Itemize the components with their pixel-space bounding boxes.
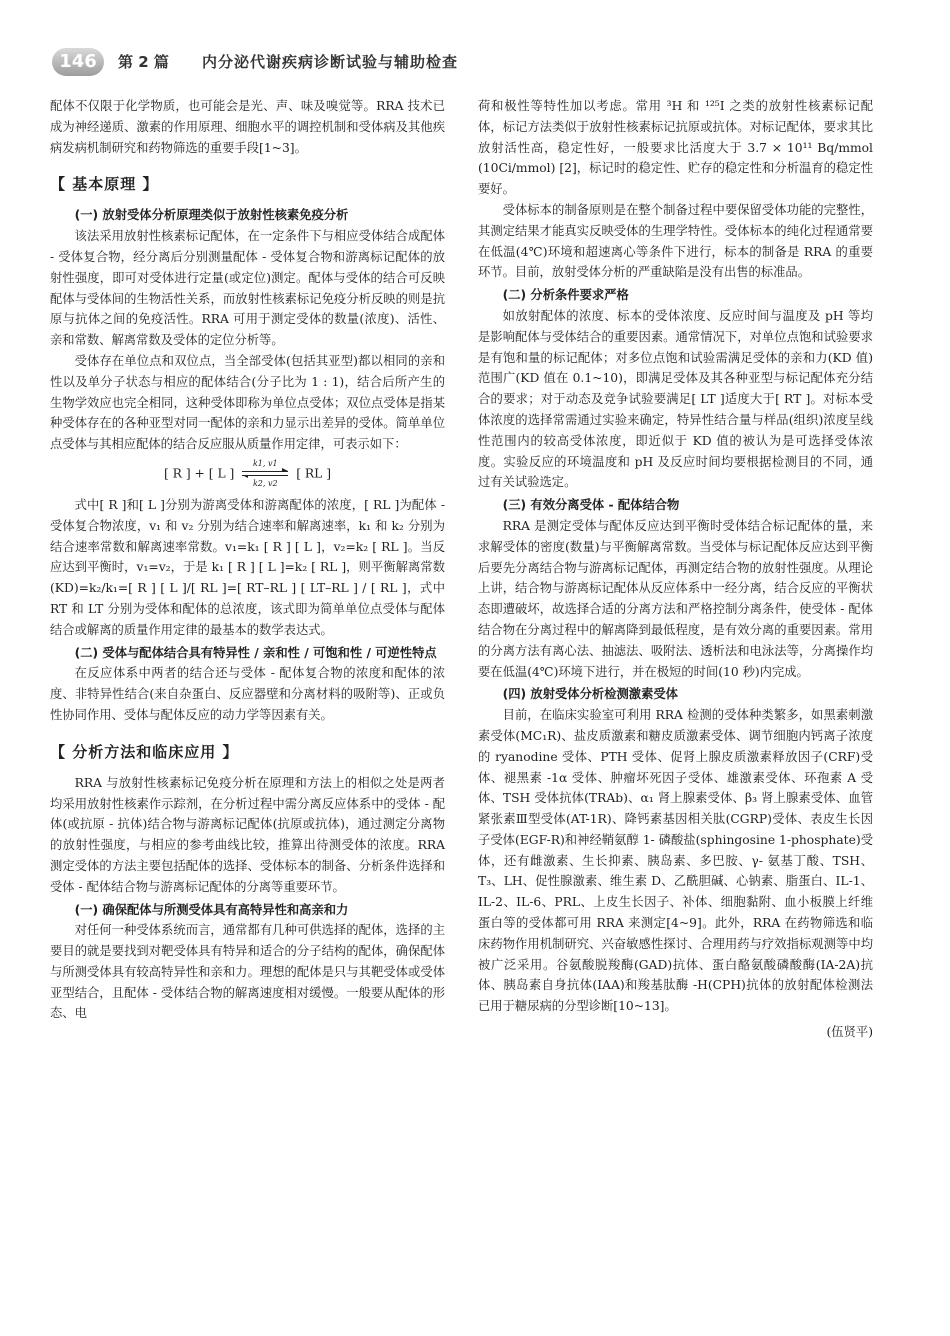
paragraph: 受体标本的制备原则是在整个制备过程中要保留受体功能的完整性，其测定结果才能真实反映受体的生理学特性。受体标本的纯化过程通常要在低温(4℃)环境和超速离心等条件下进行，标本的制备是 RRA 的重要环节。目前，放射受体分析的严重缺陷是没有出售的标准品。 (478, 202, 873, 280)
right-column (478, 96, 873, 1043)
page-header (52, 48, 898, 78)
section-heading-methods: 【 分析方法和临床应用 】 (50, 742, 239, 761)
left-column (50, 96, 445, 1024)
formula-reactants: [ R ] + [ L ] (163, 466, 235, 481)
paragraph: RRA 是测定受体与配体反应达到平衡时受体结合标记配体的量，来求解受体的密度(数量)与平衡解离常数。当受体与标记配体反应达到平衡后要先分离结合物与游离标记配体，再测定结合物的放射性强度。从理论上讲，结合物与游离标记配体从反应体系中一经分离，结合反应的平衡状态即遭破坏，故选择合适的分离方法和严格控制分离条件，使受体 - 配体结合物在分离过程中的解离降到最低程度，是有效分离的重要因素。常用的分离方法有离心法、抽滤法、吸附法、透析法和电泳法等，分离操作均要在低温(4℃)环境下进行，并在极短的时间(10 秒)内完成。 (478, 518, 873, 679)
paragraph: 受体存在单位点和双位点，当全部受体(包括其亚型)都以相同的亲和性以及单分子状态与相应的配体结合(分子比为 1 : 1)，结合后所产生的生物学效应也完全相同，这种受体即称为单位点受体；双位点受体是指某种受体存在的各种亚型对同一配体的亲和力显示出差异的受体。简单单位点受体与其相应配体的结合反应服从质量作用定律，可表示如下： (50, 353, 445, 452)
paragraph: 该法采用放射性核素标记配体，在一定条件下与相应受体结合成配体 - 受体复合物，经分离后分别测量配体 - 受体复合物和游离标记配体的放射性强度，即可对受体进行定量(或定位)测定。配体与受体的结合可反映配体与受体间的生物活性关系，而放射性核素标记免疫分析反映的则是抗原与抗体之间的免疫活性。RRA 可用于测定受体的数量(浓度)、活性、亲和常数、解离常数及受体的定位分析等。 (50, 229, 445, 348)
section-heading-principle: 【 基本原理 】 (50, 175, 159, 194)
paragraph: 式中[ R ]和[ L ]分别为游离受体和游离配体的浓度，[ RL ]为配体 - 受体复合物浓度，v₁ 和 v₂ 分别为结合速率和解离速率，k₁ 和 k₂ 分别为结合速率常数和解离速率常数。v₁=k₁ [ R ] [ L ]，v₂=k₂ [ RL ]。当反应达到平衡时，v₁=v₂，于是 k₁ [ R ] [ L ]=k₂ [ RL ]，则平衡解离常数(KD)=k₂/k₁=[ R ] [ L ]/[ RL ]=[ RT–RL ] [ LT–RL ] / [ RL ]，式中 RT 和 LT 分别为受体和配体的总浓度，该式即为简单单位点受体与配体结合或解离的质量作用定律的最基本的数学表达式。 (50, 497, 445, 637)
subheading-5: (三) 有效分离受体 - 配体结合物 (502, 498, 680, 513)
equilibrium-formula (50, 458, 445, 488)
intro-paragraph: 配体不仅限于化学物质，也可能会是光、声、味及嗅觉等。RRA 技术已成为神经递质、激素的作用原理、细胞水平的调控机制和受体病及其他疾病发病机制研究和药物筛选的重要手段[1~3]。 (50, 99, 445, 155)
formula-product: [ RL ] (296, 466, 332, 481)
paragraph: 对任何一种受体系统而言，通常都有几种可供选择的配体，选择的主要目的就是要找到对靶受体具有特异和适合的分子结构的配体，确保配体与所测受体具有较高特异性和亲和力。理想的配体是只与其靶受体或受体亚型结合，且配体 - 受体结合物的解离速度相对缓慢。一般要从配体的形态、电 (50, 923, 445, 1021)
equilibrium-arrow-icon (242, 458, 288, 488)
subheading-4: (二) 分析条件要求严格 (502, 288, 629, 303)
paragraph: 在反应体系中两者的结合还与受体 - 配体复合物的浓度和配体的浓度、非特异性结合(来自杂蛋白、反应器壁和分离材料的吸附等)、正或负性协同作用、受体与配体反应的动力学等因素有关。 (50, 666, 445, 722)
forward-rate-label: k1, v1 (252, 458, 278, 468)
paragraph: 如放射配体的浓度、标本的受体浓度、反应时间与温度及 pH 等均是影响配体与受体结合的重要因素。通常情况下，对单位点饱和试验要求是有饱和量的标记配体；对多位点饱和试验需满足受体的亲和力(KD 值)范围广(KD 值在 0.1~10)，即满足受体及其各种亚型与标记配体充分结合的要求；对于动态及竞争试验要满足[ LT ]适度大于[ RT ]。对标本受体浓度的选择常需通过实验来确定，特异性结合量与样品(组织)浓度呈线性范围内的较高受体浓度，即近似于 KD 值的被认为是可选择受体浓度。实验反应的环境温度和 pH 及反应时间均要根据检测目的不同，通过有关试验选定。 (478, 308, 873, 490)
author-signature: (伍贤平) (826, 1025, 873, 1040)
subheading-6: (四) 放射受体分析检测激素受体 (502, 687, 678, 702)
page-number: 146 (52, 48, 104, 76)
subheading-1: (一) 放射受体分析原理类似于放射性核素免疫分析 (74, 208, 349, 223)
book-title: 内分泌代谢疾病诊断试验与辅助检查 (202, 53, 459, 71)
part-label: 第 2 篇 (118, 53, 169, 71)
subheading-2: (二) 受体与配体结合具有特异性 / 亲和性 / 可饱和性 / 可逆性特点 (74, 645, 437, 660)
paragraph: 荷和极性等特性加以考虑。常用 ³H 和 ¹²⁵I 之类的放射性核素标记配体，标记方法类似于放射性核素标记抗原或抗体。对标记配体，要求其比放射活性高，稳定性好，一般要求比活度大于 3.7 × 10¹¹ Bq/mmol (10Ci/mmol) [2]，标记时的稳定性、贮存的稳定性和分析温育的稳定性要好。 (478, 99, 873, 197)
reverse-rate-label: k2, v2 (252, 478, 278, 488)
paragraph: 目前，在临床实验室可利用 RRA 检测的受体种类繁多，如黑素刺激素受体(MC₁R)、盐皮质激素和糖皮质激素受体、调节细胞内钙离子浓度的 ryanodine 受体、PTH 受体、促肾上腺皮质激素释放因子(CRF)受体、褪黑素 -1α 受体、肿瘤坏死因子受体、雄激素受体、环孢素 A 受体、TSH 受体抗体(TRAb)、α₁ 肾上腺素受体、β₃ 肾上腺素受体、血管紧张素Ⅲ型受体(AT-1R)、降钙素基因相关肽(CGRP)受体、表皮生长因子受体(EGF-R)和神经鞘氨醇 1- 磷酸盐(sphingosine 1-phosphate)受体，还有雌激素、生长抑素、胰岛素、多巴胺、γ- 氨基丁酸、TSH、T₃、LH、促性腺激素、维生素 D、乙酰胆碱、心钠素、脂蛋白、IL-1、IL-2、IL-6、PRL、上皮生长因子、补体、细胞黏附、血小板膜上纤维蛋白等的受体都可用 RRA 来测定[4~9]。此外，RRA 在药物筛选和临床药物作用机制研究、兴奋敏感性探讨、合理用药与疗效指标观测等中均被广泛采用。谷氨酸脱羧酶(GAD)抗体、蛋白酪氨酸磷酸酶(IA-2A)抗体、胰岛素自身抗体(IAA)和羧基肽酶 -H(CPH)抗体的放射配体检测法已用于糖尿病的分型诊断[10~13]。 (478, 708, 873, 1014)
paragraph: RRA 与放射性核素标记免疫分析在原理和方法上的相似之处是两者均采用放射性核素作示踪剂，在分析过程中需分离反应体系中的受体 - 配体(或抗原 - 抗体)结合物与游离标记配体(抗原或抗体)，通过测定分离物的放射性强度，与相应的参考曲线比较，推算出待测受体的浓度。RRA 测定受体的方法主要包括配体的选择、受体标本的制备、分析条件选择和受体 - 配体结合物与游离标记配体的分离等重要环节。 (50, 775, 445, 894)
subheading-3: (一) 确保配体与所测受体具有高特异性和高亲和力 (74, 902, 349, 917)
